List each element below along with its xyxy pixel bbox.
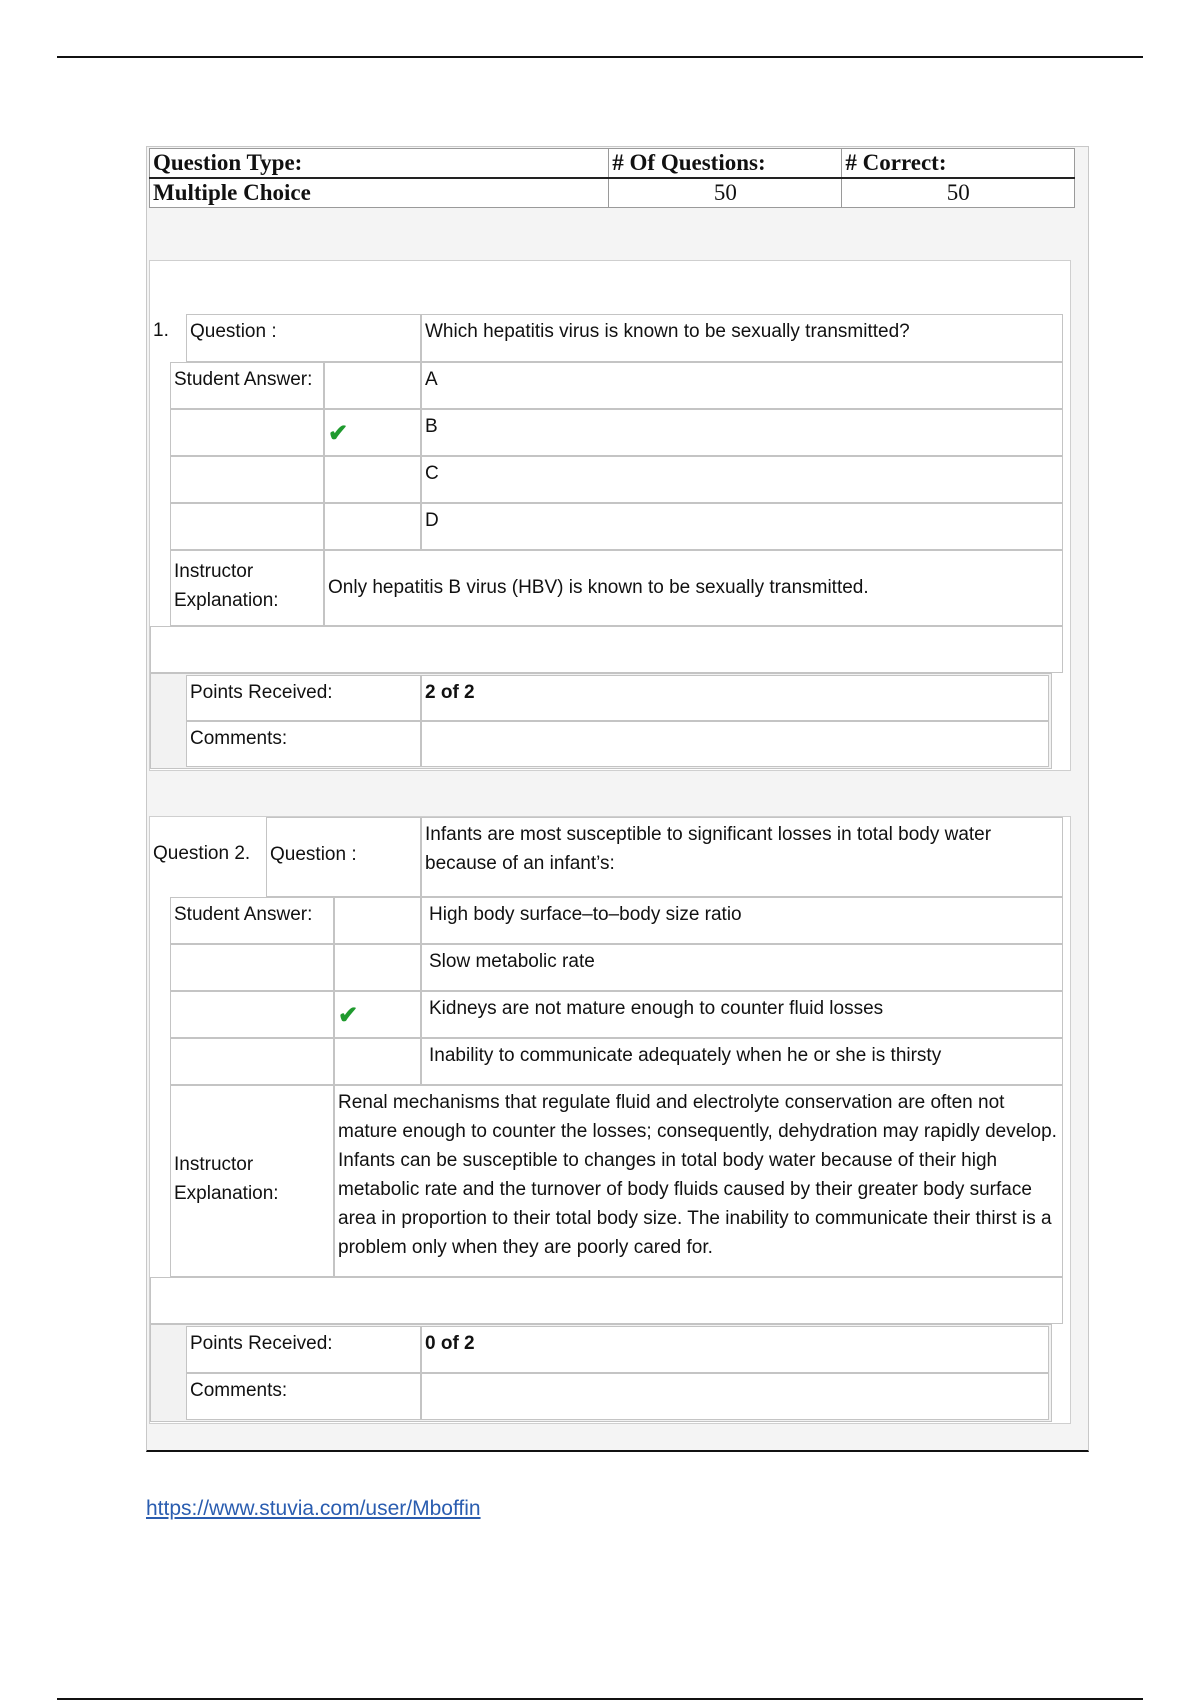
explanation-label [170, 1085, 334, 1277]
question-type-header: Question Type: [150, 149, 609, 179]
explanation-label-line-1: Instructor [174, 561, 254, 582]
question-2-text: Infants are most susceptible to significant losses in total body water because of an infant’s: [421, 817, 1063, 897]
comments-label: Comments: [186, 721, 421, 767]
check-mark-icon: ✔ [338, 1002, 359, 1029]
check-mark-icon: ✔ [328, 420, 349, 447]
question-2-label: Question : [266, 817, 421, 897]
num-questions-value: 50 [609, 178, 842, 208]
num-questions-header: # Of Questions: [609, 149, 842, 179]
answer-option: C [421, 456, 1063, 503]
question-1-text: Which hepatitis virus is known to be sexually transmitted? [421, 314, 1063, 362]
answer-option-correct: Kidneys are not mature enough to counter fluid losses [421, 991, 1063, 1038]
question-1-label: Question : [186, 314, 421, 362]
explanation-text: Renal mechanisms that regulate fluid and electrolyte conservation are often not mature enough to counter the losses; consequently, dehydration may rapidly develop. Infants can be susceptible to changes in total body water because of their high metabolic rate and the turnover of body fluids caused by their greater body surface area in proportion to their total body size. The inability to communicate their thirst is a problem only when they are poorly cared for. [334, 1085, 1063, 1277]
explanation-label-line-1: Instructor [174, 1154, 254, 1175]
summary-table [149, 148, 1075, 208]
num-correct-value: 50 [842, 178, 1075, 208]
stuvia-profile-link[interactable]: https://www.stuvia.com/user/Mboffin [146, 1497, 481, 1520]
question-type-value: Multiple Choice [150, 178, 609, 208]
comments-value [421, 1373, 1049, 1420]
top-rule [57, 56, 1143, 58]
explanation-label [170, 550, 324, 626]
question-1-panel [149, 260, 1071, 771]
explanation-label-line-2: Explanation: [174, 1183, 279, 1204]
answer-option: Slow metabolic rate [421, 944, 1063, 991]
points-value: 0 of 2 [421, 1326, 1049, 1373]
question-1-number: 1. [150, 314, 186, 362]
num-correct-header: # Correct: [842, 149, 1075, 179]
question-2-number: Question 2. [150, 817, 266, 897]
student-answer-label: Student Answer: [170, 897, 334, 944]
student-answer-label: Student Answer: [170, 362, 324, 409]
explanation-text: Only hepatitis B virus (HBV) is known to be sexually transmitted. [324, 550, 1063, 626]
comments-label: Comments: [186, 1373, 421, 1420]
points-label: Points Received: [186, 675, 421, 721]
points-value: 2 of 2 [421, 675, 1049, 721]
answer-option: D [421, 503, 1063, 550]
explanation-label-line-2: Explanation: [174, 590, 279, 611]
answer-option: High body surface–to–body size ratio [421, 897, 1063, 944]
answer-option-correct: B [421, 409, 1063, 456]
points-label: Points Received: [186, 1326, 421, 1373]
answer-option: Inability to communicate adequately when he or she is thirsty [421, 1038, 1063, 1085]
question-2-panel [149, 816, 1071, 1424]
comments-value [421, 721, 1049, 767]
answer-option: A [421, 362, 1063, 409]
